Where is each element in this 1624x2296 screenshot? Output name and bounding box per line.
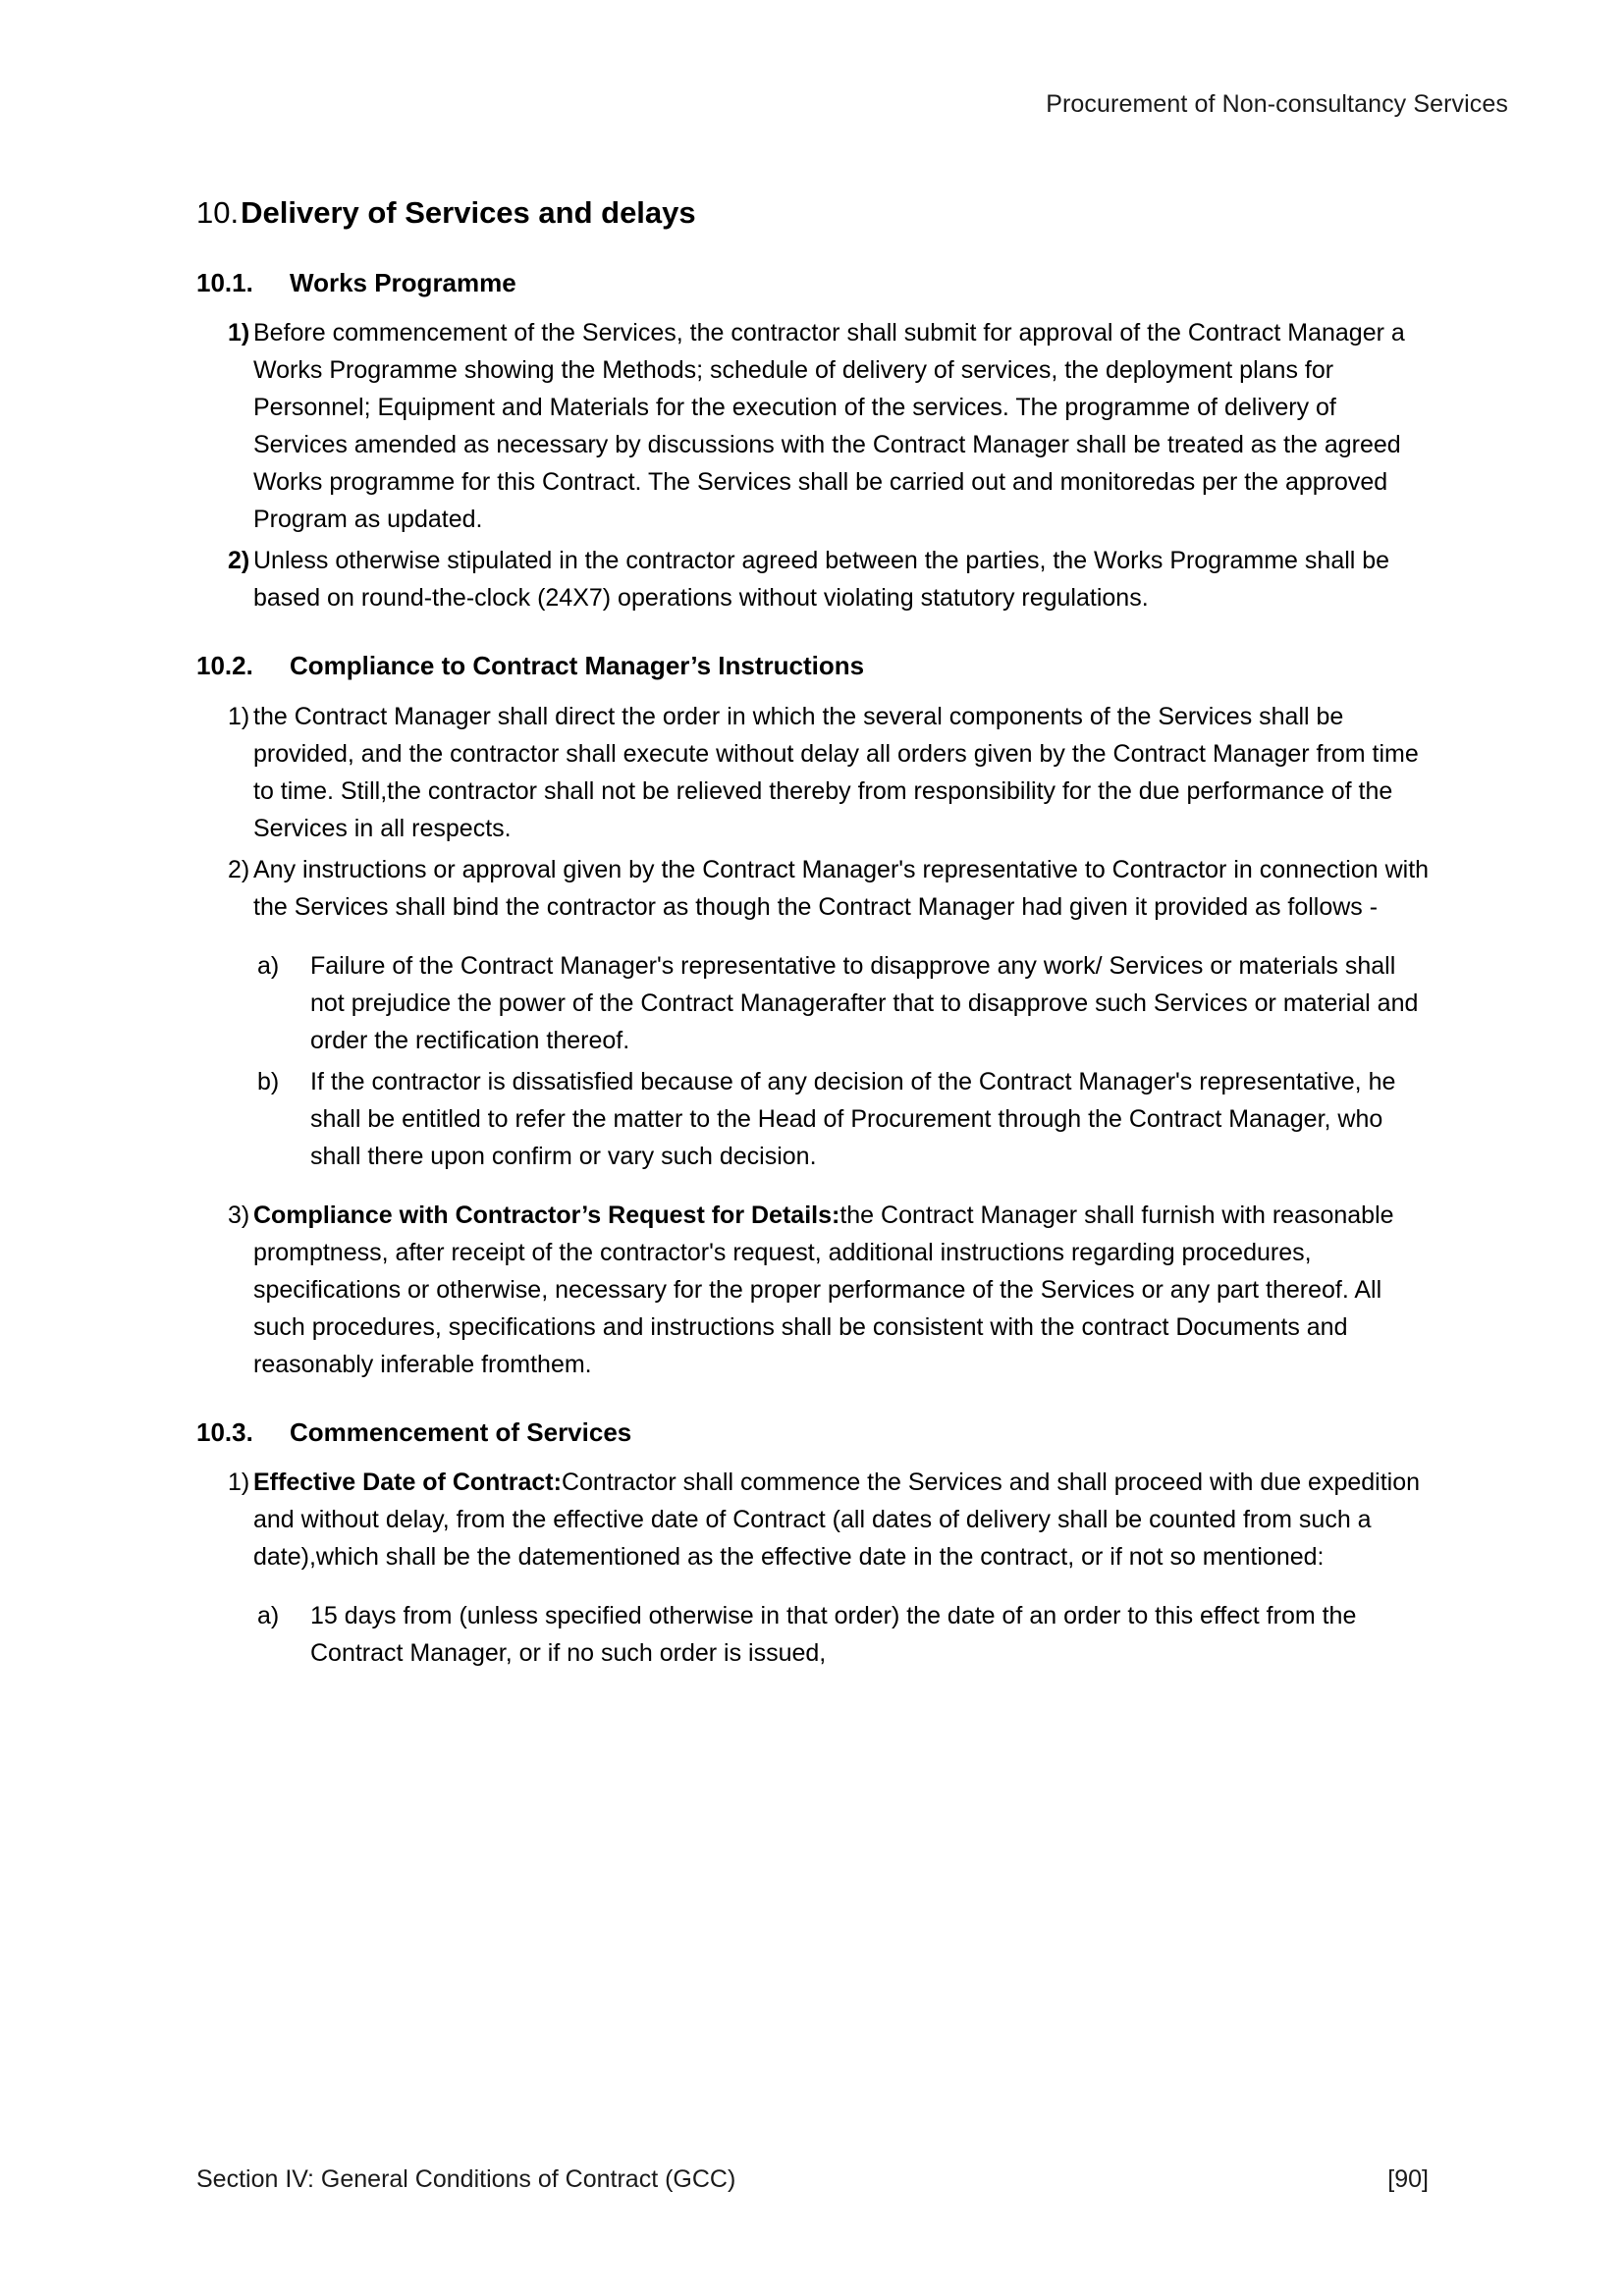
list-item bbox=[196, 542, 1434, 616]
list-text bbox=[253, 1464, 1434, 1575]
list-item bbox=[196, 1597, 1434, 1672]
list-item bbox=[196, 851, 1434, 926]
list-item bbox=[196, 1464, 1434, 1575]
list-text: Any instructions or approval given by the Contract Manager's representative to Contractor in connection with the Services shall bind the contractor as though the Contract Manager had given it provided as follows - bbox=[253, 855, 1430, 921]
list-marker: 1) bbox=[228, 702, 250, 730]
list-item bbox=[196, 1063, 1434, 1175]
subsection-number: 10.1. bbox=[196, 267, 253, 297]
list-text bbox=[253, 1197, 1434, 1383]
list-10-1 bbox=[196, 314, 1434, 616]
list-text-body: the Contract Manager shall furnish with reasonable promptness, after receipt of the contractor's request, additional instructions regarding procedures, specifications or otherwise, necessary for the proper performance of the Services or any part thereof. All such procedures, specifications and instructions shall be consistent with the contract Documents and reasonably inferable fromthem. bbox=[253, 1201, 1394, 1378]
subsection-number: 10.3. bbox=[196, 1416, 253, 1447]
page-number: [90] bbox=[1387, 2165, 1429, 2193]
list-10-2 bbox=[196, 698, 1434, 926]
subsection-heading-10-1 bbox=[196, 265, 1434, 300]
list-10-3 bbox=[196, 1464, 1434, 1575]
list-text-body: Contractor shall commence the Services and shall proceed with due expedition and without delay, from the effective date of Contract (all dates of delivery shall be counted from such a date),which shall be the datementioned as the effective date in the contract, or if not so mentioned: bbox=[253, 1468, 1421, 1572]
list-marker: a) bbox=[257, 1602, 280, 1630]
subsection-title: Compliance to Contract Manager’s Instructions bbox=[290, 651, 865, 681]
list-text: Unless otherwise stipulated in the contractor agreed between the parties, the Works Programme shall be based on round-the-clock (24X7) operations without violating statutory regulations. bbox=[253, 547, 1390, 613]
list-item bbox=[196, 1197, 1434, 1383]
running-header: Procurement of Non-consultancy Services bbox=[1046, 90, 1508, 118]
section-heading bbox=[196, 192, 1434, 234]
subsection-title: Works Programme bbox=[290, 267, 516, 297]
list-item bbox=[196, 698, 1434, 847]
list-text: Failure of the Contract Manager's representative to disapprove any work/ Services or materials shall not prejudice the power of the Contract Managerafter that to disapprove such Services or material and order the rectification thereof. bbox=[310, 951, 1419, 1054]
list-text: 15 days from (unless specified otherwise in that order) the date of an order to this effect from the Contract Manager, or if no such order is issued, bbox=[310, 1602, 1357, 1668]
list-text-lead: Effective Date of Contract: bbox=[253, 1468, 562, 1497]
page-footer bbox=[196, 2165, 1429, 2194]
subsection-number: 10.2. bbox=[196, 651, 253, 681]
sublist-10-3 bbox=[196, 1597, 1434, 1672]
list-text: If the contractor is dissatisfied because of any decision of the Contract Manager's representative, he shall be entitled to refer the matter to the Head of Procurement through the Contract Manager, who shall there upon confirm or vary such decision. bbox=[310, 1067, 1396, 1170]
footer-section-label: Section IV: General Conditions of Contract (GCC) bbox=[196, 2165, 736, 2193]
list-marker: 2) bbox=[228, 855, 250, 883]
subsection-heading-10-2 bbox=[196, 648, 1434, 683]
list-item bbox=[196, 314, 1434, 538]
subsection-heading-10-3 bbox=[196, 1415, 1434, 1450]
list-text-lead: Compliance with Contractor’s Request for Details: bbox=[253, 1201, 840, 1229]
list-item bbox=[196, 947, 1434, 1059]
section-title: Delivery of Services and delays bbox=[241, 195, 696, 230]
list-marker: 3) bbox=[228, 1201, 250, 1229]
list-marker: b) bbox=[257, 1067, 280, 1095]
list-text: Before commencement of the Services, the contractor shall submit for approval of the Contract Manager a Works Programme showing the Methods; schedule of delivery of services, the deployment plans for Personnel; Equipment and Materials for the execution of the services. The programme of delivery of Services amended as necessary by discussions with the Contract Manager shall be treated as the agreed Works programme for this Contract. The Services shall be carried out and monitoredas per the approved Program as updated. bbox=[253, 319, 1405, 534]
sublist-10-2 bbox=[196, 947, 1434, 1175]
section-number: 10. bbox=[196, 195, 240, 230]
list-marker: 1) bbox=[228, 1468, 250, 1497]
list-marker: 1) bbox=[228, 319, 250, 347]
list-marker: 2) bbox=[228, 547, 250, 575]
list-marker: a) bbox=[257, 951, 280, 980]
document-body bbox=[196, 192, 1434, 1693]
list-10-2-item-3 bbox=[196, 1197, 1434, 1383]
subsection-title: Commencement of Services bbox=[290, 1416, 632, 1447]
list-text: the Contract Manager shall direct the order in which the several components of the Services shall be provided, and the contractor shall execute without delay all orders given by the Contract Manager from time to time. Still,the contractor shall not be relieved thereby from responsibility for the due performance of the Services in all respects. bbox=[253, 702, 1419, 842]
